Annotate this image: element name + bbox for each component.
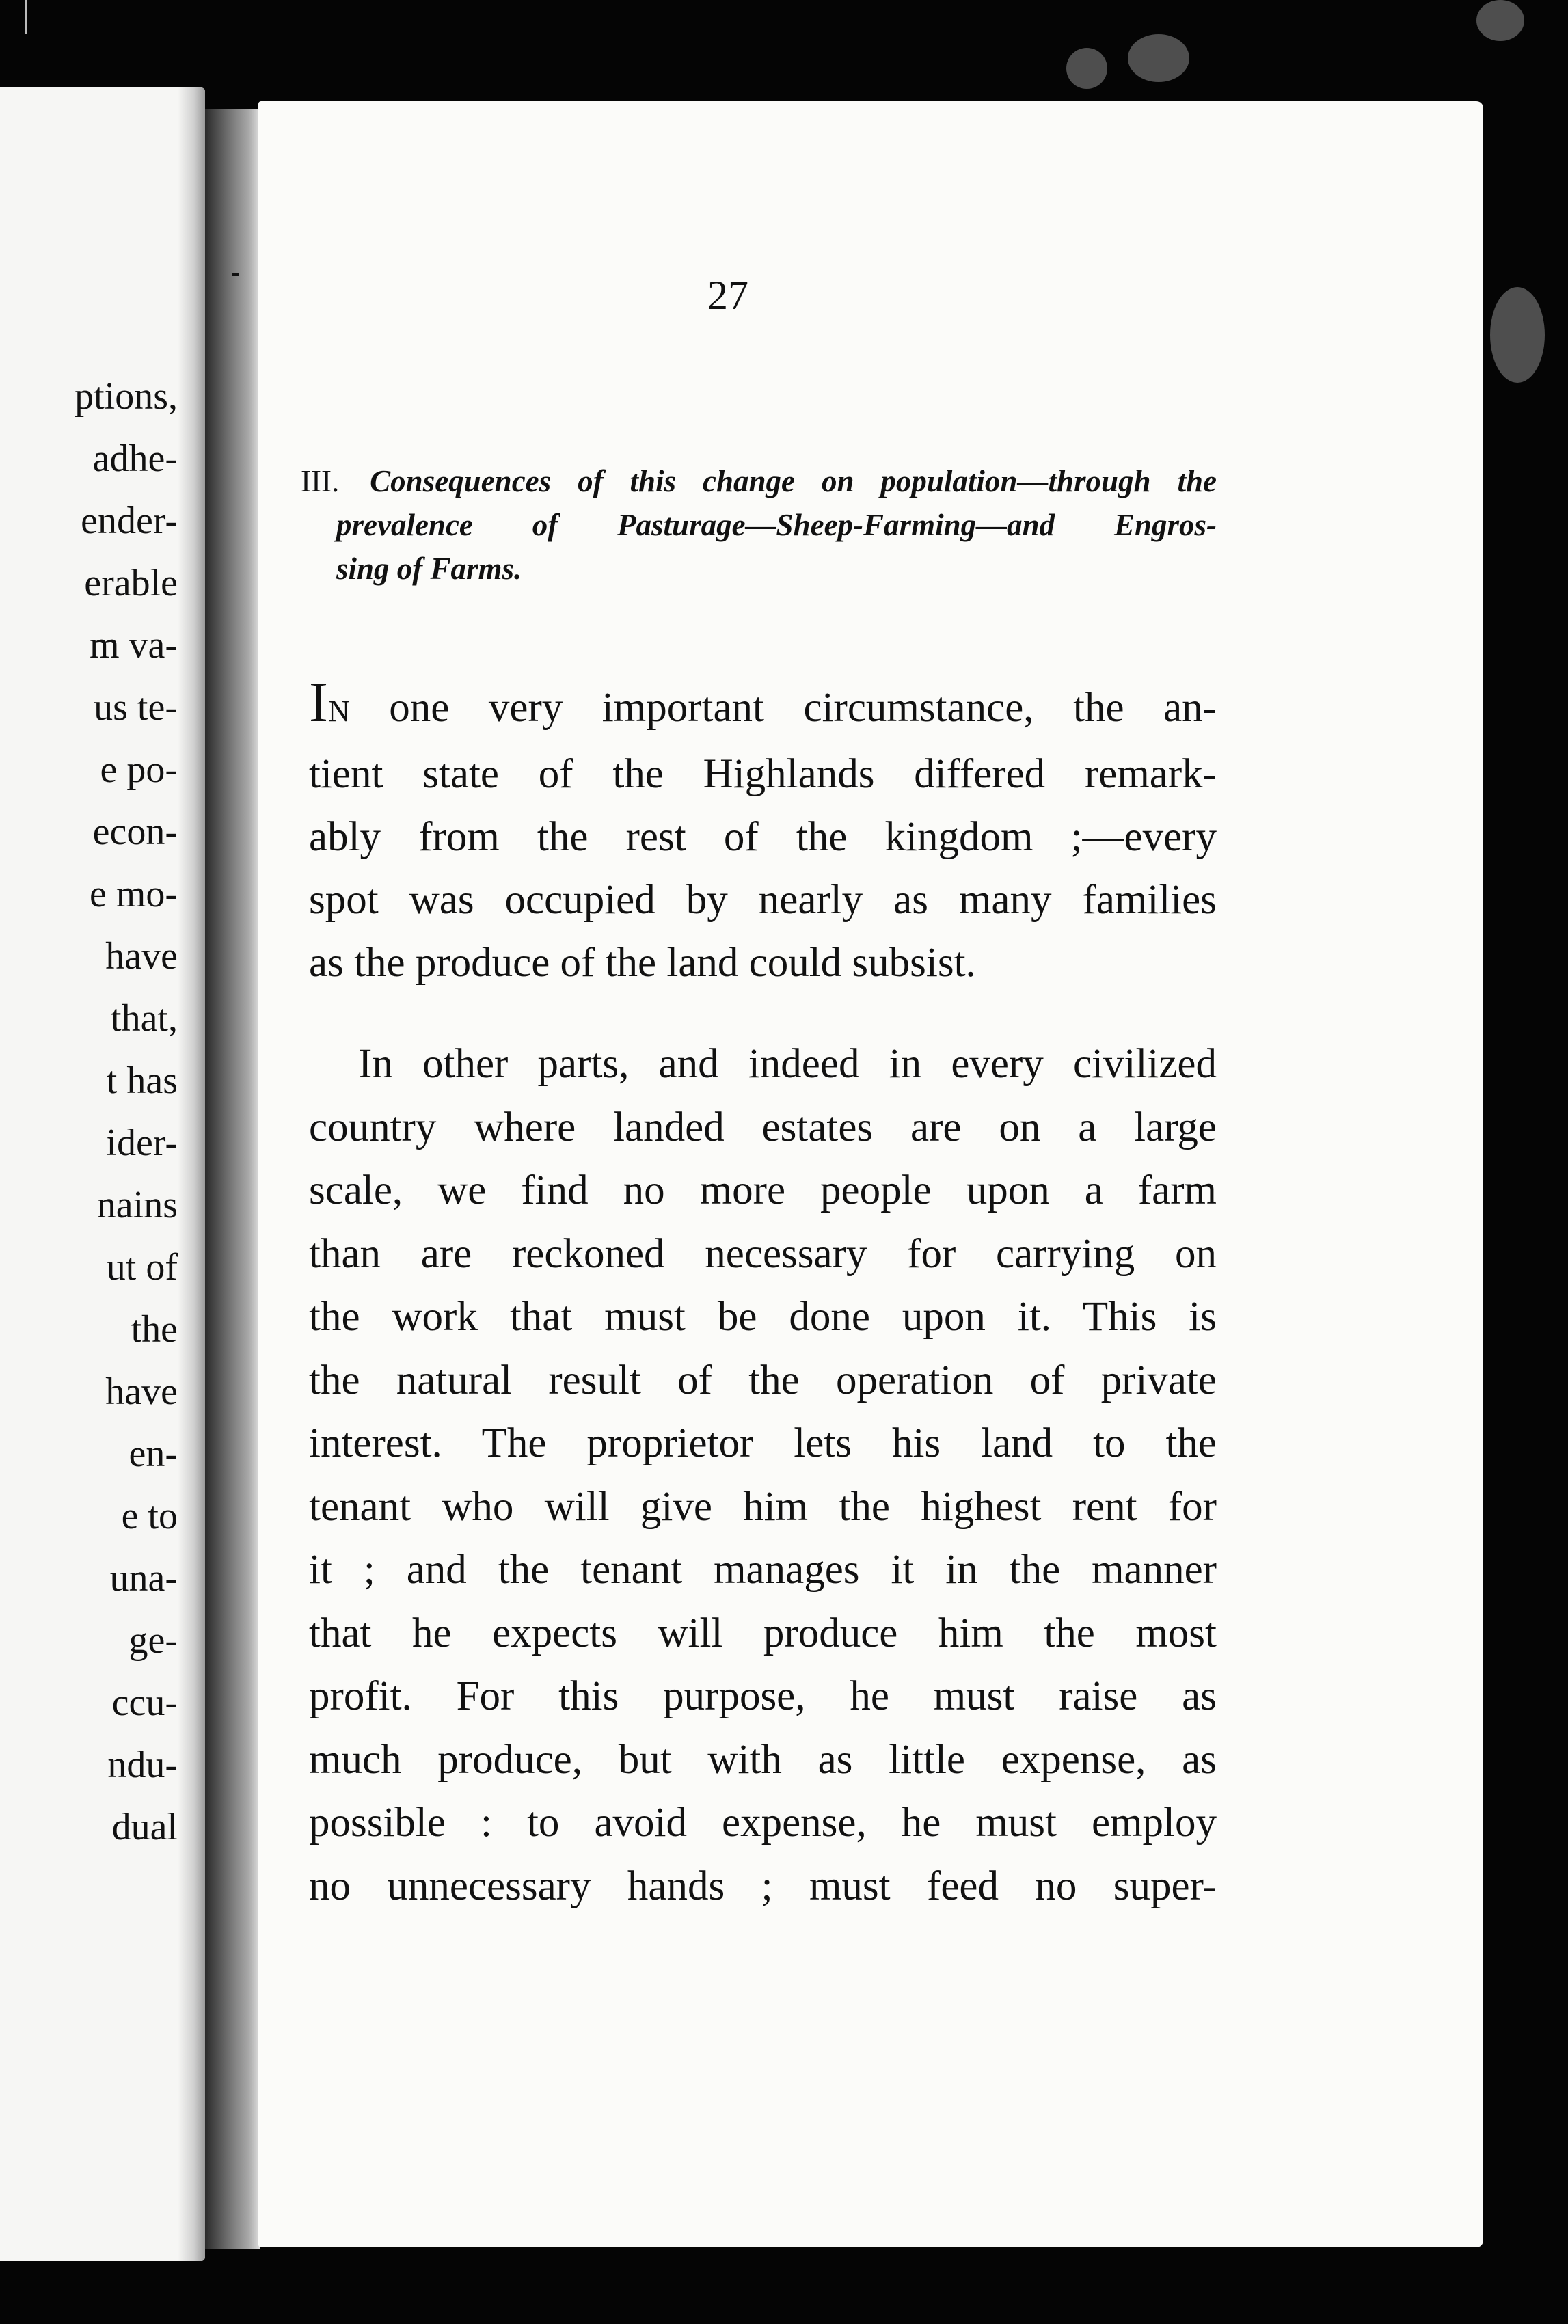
text-line: no unnecessary hands ; must feed no super- (309, 1863, 1217, 1909)
text-line: possible : to avoid expense, he must employ (309, 1800, 1217, 1846)
left-page-line: nains (96, 1184, 178, 1226)
text-line: as the produce of the land could subsist. (309, 940, 976, 986)
left-page-line: e to (121, 1495, 178, 1537)
text-line: tient state of the Highlands differed remark- (309, 751, 1217, 797)
left-page-line: have (105, 935, 178, 977)
left-page-line: m va- (89, 624, 178, 666)
text-line: ably from the rest of the kingdom ;—every (309, 814, 1217, 860)
edge-smudge (1476, 0, 1524, 41)
text-line: profit. For this purpose, he must raise as (309, 1673, 1217, 1719)
text-line: spot was occupied by nearly as many families (309, 877, 1217, 923)
left-page-line: t has (106, 1059, 178, 1102)
left-page-line: e po- (100, 748, 178, 791)
text-line: that he expects will produce him the most (309, 1610, 1217, 1656)
heading-text: Consequences of this change on population—through the (370, 464, 1217, 498)
text-line: the work that must be done upon it. This is (309, 1294, 1217, 1340)
left-page-line: the (131, 1308, 178, 1351)
left-page-line: e mo- (89, 873, 178, 915)
heading-line-3: sing of Farms. (336, 552, 522, 586)
text-line (309, 671, 1217, 743)
text-line: much produce, but with as little expense, as (309, 1736, 1217, 1783)
left-page-line: ender- (81, 500, 178, 542)
left-page-line: ndu- (107, 1744, 178, 1786)
page-number: 27 (707, 273, 748, 318)
left-page-line: have (105, 1370, 178, 1413)
paragraph (309, 1033, 1217, 1918)
left-page-gutter-shadow (178, 87, 205, 2261)
text-line: it ; and the tenant manages it in the manner (309, 1547, 1217, 1593)
heading-line-2: prevalence of Pasturage—Sheep-Farming—and Engros- (336, 508, 1217, 542)
section-heading (301, 459, 1217, 591)
previous-page-fragment (0, 87, 205, 2261)
text-line: country where landed estates are on a large (309, 1104, 1217, 1150)
left-page-line: us te- (94, 686, 178, 729)
spine-mark (232, 273, 239, 276)
left-page-line: ider- (106, 1122, 178, 1164)
text-line: than are reckoned necessary for carrying on (309, 1230, 1217, 1277)
edge-smudge (1128, 34, 1189, 82)
heading-line-1 (301, 459, 1217, 503)
left-page-line: ut of (106, 1246, 178, 1288)
left-page-line: adhe- (92, 437, 178, 480)
text-line: tenant who will give him the highest rent for (309, 1483, 1217, 1530)
paragraph (309, 671, 1217, 995)
body-text (309, 671, 1217, 1918)
edge-smudge (1066, 48, 1107, 89)
left-page-line: erable (84, 562, 178, 604)
left-page-line: en- (129, 1433, 178, 1475)
left-page-line: una- (109, 1557, 178, 1599)
drop-cap: I (309, 671, 328, 734)
small-caps: N (327, 694, 350, 728)
text-line: scale, we find no more people upon a farm (309, 1167, 1217, 1213)
section-numeral: III. (301, 464, 340, 498)
left-page-line: dual (111, 1806, 178, 1848)
left-page-line: ptions, (75, 375, 178, 418)
margin-rule (25, 0, 27, 34)
text-span: one very important circumstance, the an- (349, 685, 1217, 731)
left-page-line: econ- (92, 811, 178, 853)
edge-smudge (1490, 287, 1545, 383)
left-page-line: that, (111, 997, 178, 1040)
text-line: the natural result of the operation of private (309, 1357, 1217, 1403)
text-line: interest. The proprietor lets his land to the (309, 1420, 1217, 1466)
left-page-line: ge- (129, 1619, 178, 1662)
text-line: In other parts, and indeed in every civilized (358, 1041, 1217, 1087)
book-spine-shadow (205, 109, 260, 2249)
left-page-line: ccu- (111, 1681, 178, 1724)
